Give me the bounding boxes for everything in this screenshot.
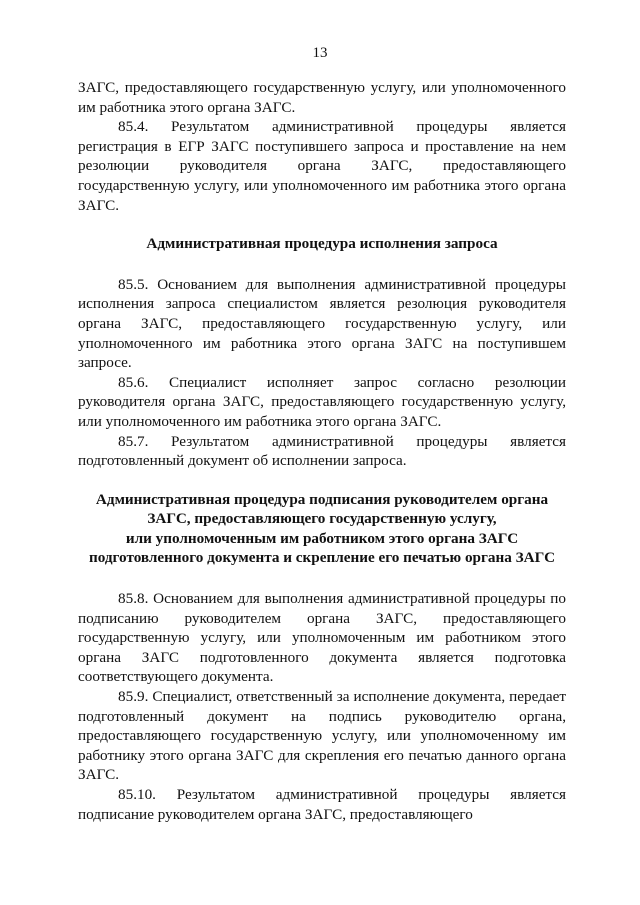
paragraph-85-8: 85.8. Основанием для выполнения административной процедуры по подписанию руководителем органа ЗАГС, предоставляющего государственную услугу, или уполномоченным им работником этого органа ЗАГС подготовленного документа является подготовка соответствующего документа. (78, 590, 566, 686)
heading-line: Административная процедура подписания руководителем органа (95, 490, 549, 508)
section-heading-signing (78, 490, 566, 568)
paragraph-85-9: 85.9. Специалист, ответственный за исполнение документа, передает подготовленный документ на подпись руководителю органа, предоставляющего государственную услугу, или уполномоченному им работнику этого органа ЗАГС для скрепления его печатью данного органа ЗАГС. (78, 688, 566, 784)
heading-line: или уполномоченным им работником этого органа ЗАГС (125, 529, 519, 547)
page-number: 13 (312, 45, 328, 61)
paragraph-85-4: 85.4. Результатом административной процедуры является регистрация в ЕГР ЗАГС поступившего запроса и проставление на нем резолюции руководителя органа ЗАГС, предоставляющего государственную услугу, или уполномоченного им работника этого органа ЗАГС. (78, 118, 566, 214)
heading-line: Административная процедура исполнения запроса (146, 235, 498, 253)
paragraph-85-7: 85.7. Результатом административной процедуры является подготовленный документ об исполнении запроса. (78, 432, 566, 470)
document-body (78, 78, 566, 824)
heading-line: ЗАГС, предоставляющего государственную услугу, (147, 510, 497, 528)
section-heading-execution (78, 234, 566, 254)
paragraph-85-6: 85.6. Специалист исполняет запрос согласно резолюции руководителя органа ЗАГС, предоставляющего государственную услугу, или уполномоченного им работника этого органа ЗАГС. (78, 373, 566, 430)
heading-line: подготовленного документа и скрепление его печатью органа ЗАГС (88, 549, 556, 567)
paragraph-85-5: 85.5. Основанием для выполнения административной процедуры исполнения запроса специалистом является резолюция руководителя органа ЗАГС, предоставляющего государственную услугу, или уполномоченного им работника этого органа ЗАГС на поступившем запросе. (78, 275, 566, 372)
paragraph-continuation: ЗАГС, предоставляющего государственную услугу, или уполномоченного им работника этого органа ЗАГС. (78, 79, 566, 116)
paragraph-85-10: 85.10. Результатом административной процедуры является подписание руководителем органа ЗАГС, предоставляющего (78, 786, 566, 823)
